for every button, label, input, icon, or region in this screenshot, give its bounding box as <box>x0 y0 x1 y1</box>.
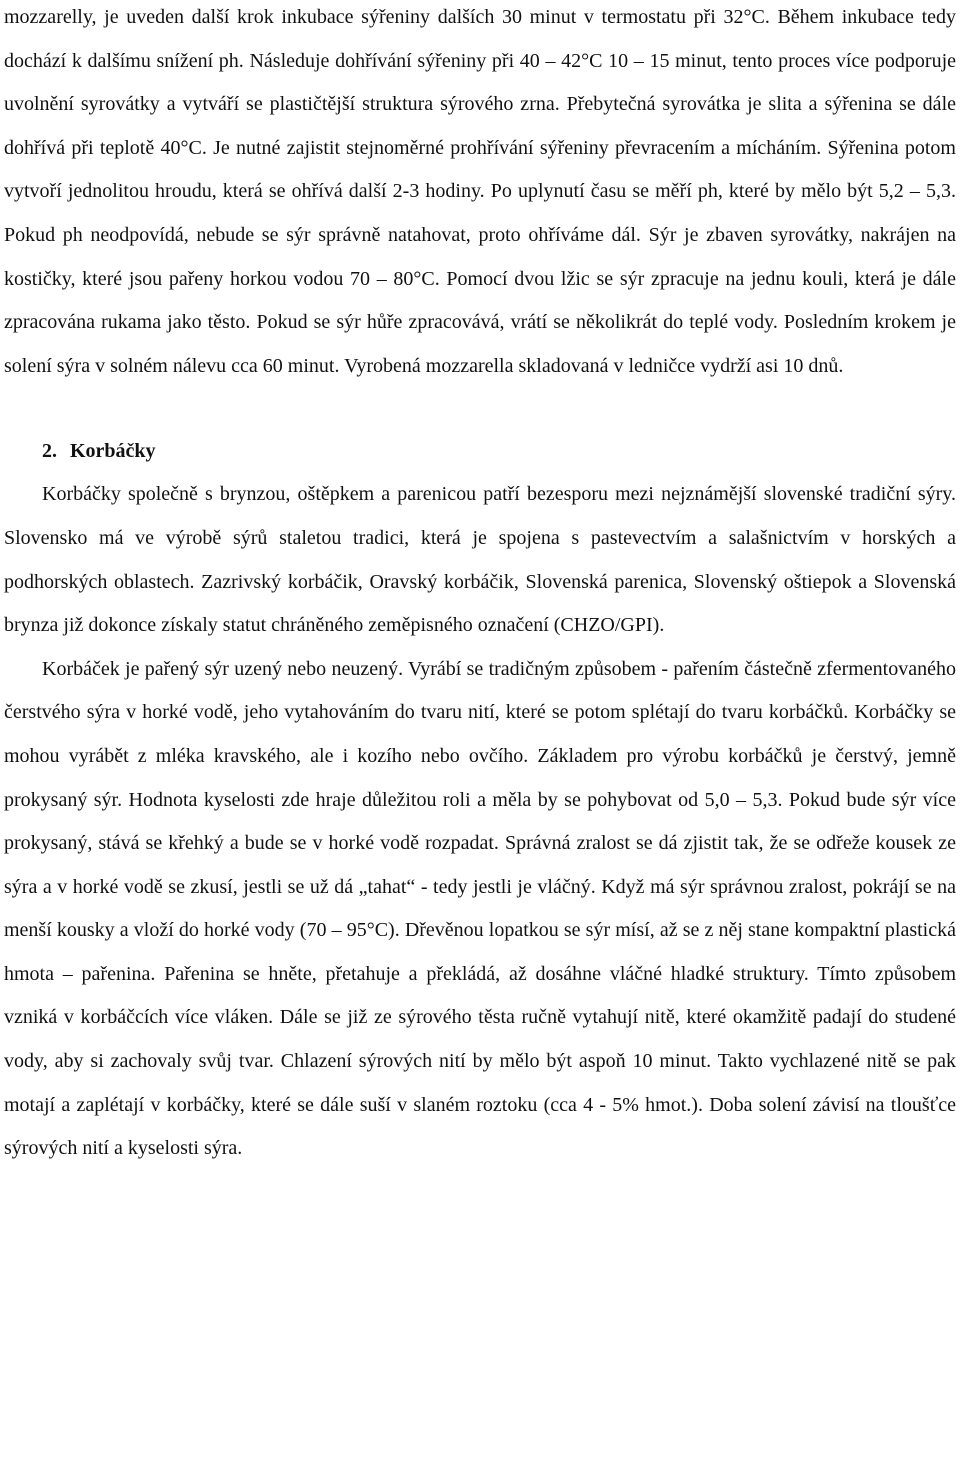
section-title: Korbáčky <box>70 440 156 463</box>
paragraph-mozzarella-process: mozzarelly, je uveden další krok inkubace sýřeniny dalších 30 minut v termostatu při 32°C. Během inkubace tedy dochází k dalšímu snížení ph. Následuje dohřívání sýřeniny při 40 – 42°C 10 – 15 minut, tento proces více podporuje uvolnění syrovátky a vytváří se plastičtější struktura sýrového zrna. Přebytečná syrovátka je slita a sýřenina se dále dohřívá při teplotě 40°C. Je nutné zajistit stejnoměrné prohřívání sýřeniny převracením a mícháním. Sýřenina potom vytvoří jednolitou hroudu, která se ohřívá další 2-3 hodiny. Po uplynutí času se měří ph, které by mělo být 5,2 – 5,3. Pokud ph neodpovídá, nebude se sýr správně natahovat, proto ohříváme dál. Sýr je zbaven syrovátky, nakrájen na kostičky, které jsou pařeny horkou vodou 70 – 80°C. Pomocí dvou lžic se sýr zpracuje na jednu kouli, která je dále zpracována rukama jako těsto. Pokud se sýr hůře zpracovává, vrátí se několikrát do teplé vody. Posledním krokem je solení sýra v solném nálevu cca 60 minut. Vyrobená mozzarella skladovaná v ledničce vydrží asi 10 dnů. <box>4 6 956 377</box>
paragraph-korbacky-process: Korbáček je pařený sýr uzený nebo neuzený. Vyrábí se tradičným způsobem - pařením částečně zfermentovaného čerstvého sýra v horké vodě, jeho vytahováním do tvaru nití, které se potom splétají do tvaru korbáčků. Korbáčky se mohou vyrábět z mléka kravského, ale i kozího nebo ovčího. Základem pro výrobu korbáčků je čerstvý, jemně prokysaný sýr. Hodnota kyselosti zde hraje důležitou roli a měla by se pohybovat od 5,0 – 5,3. Pokud bude sýr více prokysaný, stává se křehký a bude se v horké vodě rozpadat. Správná zralost se dá zjistit tak, že se odřeže kousek ze sýra a v horké vodě se zkusí, jestli se už dá „tahat“ - tedy jestli je vláčný. Když má sýr správnou zralost, pokrájí se na menší kousky a vloží do horké vody (70 – 95°C). Dřevěnou lopatkou se sýr mísí, až se z něj stane kompaktní plastická hmota – pařenina. Pařenina se hněte, přetahuje a překládá, až dosáhne vláčné hladké struktury. Tímto způsobem vzniká v korbáčcích více vláken. Dále se již ze sýrového těsta ručně vytahují nitě, které okamžitě padají do studené vody, aby si zachovaly svůj tvar. Chlazení sýrových nití by mělo být aspoň 10 minut. Takto vychlazené nitě se pak motají a zaplétají v korbáčky, které se dále suší v slaném roztoku (cca 4 - 5% hmot.). Doba solení závisí na tloušťce sýrových nití a kyselosti sýra. <box>4 657 956 1160</box>
section-heading <box>42 430 956 473</box>
paragraph-korbacky-intro: Korbáčky společně s brynzou, oštěpkem a parenicou patří bezesporu mezi nejznámější slovenské tradiční sýry. Slovensko má ve výrobě sýrů staletou tradici, která je spojena s pastevectvím a salašnictvím v horských a podhorských oblastech. Zazrivský korbáčik, Oravský korbáčik, Slovenská parenica, Slovenský oštiepok a Slovenská brynza již dokonce získaly statut chráněného zeměpisného označení (CHZO/GPI). <box>4 483 956 637</box>
section-number: 2. <box>42 440 57 463</box>
